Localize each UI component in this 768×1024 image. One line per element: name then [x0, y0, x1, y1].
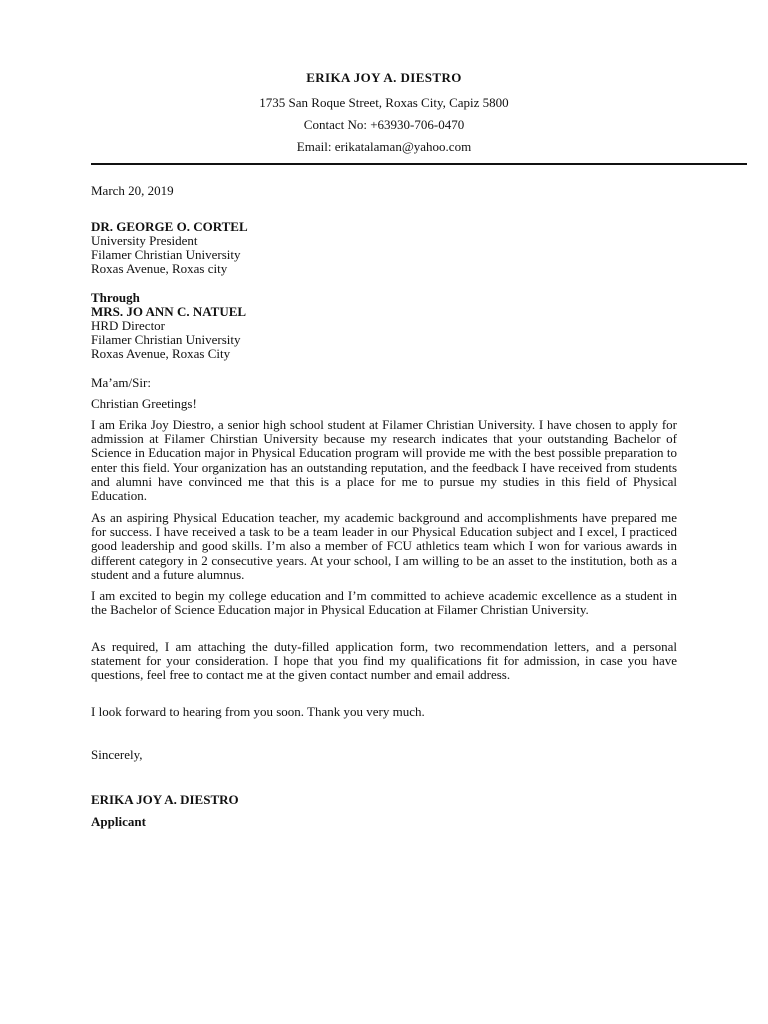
paragraph-text: As an aspiring Physical Education teacher, my academic background and accomplishments have prepared me for success. I have received a task to be a team leader in our Physical Education subject and I excel, I practiced good leadership and good skills. I’m also a member of FCU athletics team which I won for various awards in different category in 2 consecutive years. At your school, I am willing to be an asset to the institution, both as a student and a future alumnus. — [91, 510, 677, 582]
body-paragraph-2 — [91, 511, 677, 582]
signature-name-text: ERIKA JOY A. DIESTRO — [91, 792, 239, 807]
paragraph-text: I look forward to hearing from you soon. Thank you very much. — [91, 704, 425, 719]
through-name: MRS. JO ANN C. NATUEL — [91, 304, 247, 319]
body-paragraph-5 — [91, 705, 677, 719]
through-title: HRD Director — [91, 318, 166, 333]
signature-name — [91, 793, 677, 807]
sender-email: Email: erikatalaman@yahoo.com — [296, 139, 472, 154]
date-text: March 20, 2019 — [91, 183, 174, 198]
salutation-text: Ma’am/Sir: — [91, 375, 151, 390]
through-block — [91, 291, 677, 361]
greeting-text: Christian Greetings! — [91, 396, 197, 411]
through-address: Roxas Avenue, Roxas City — [91, 346, 231, 361]
paragraph-text: I am Erika Joy Diestro, a senior high school student at Filamer Christian University. I have chosen to apply for admission at Filamer Chirstian University because my research indicates that your outstanding Bachelor of Science in Education major in Physical Education program will provide me with the best possible preparation to enter this field. Your organization has an outstanding reputation, and the feedback I have received from students and alumni have convinced me that this is a place for me to pursue my studies in this field of Physical Education. — [91, 417, 677, 504]
recipient-title: University President — [91, 233, 198, 248]
through-org: Filamer Christian University — [91, 332, 241, 347]
recipient-org: Filamer Christian University — [91, 247, 241, 262]
sender-contact: Contact No: +63930-706-0470 — [303, 117, 465, 132]
through-label: Through — [91, 290, 140, 305]
letter-date — [91, 184, 677, 198]
signature-title — [91, 815, 677, 829]
signature-title-text: Applicant — [91, 814, 146, 829]
paragraph-text: As required, I am attaching the duty-filled application form, two recommendation letters, and a personal statement for your consideration. I hope that you find my qualifications fit for admission, in case you have questions, feel free to contact me at the given contact number and email address. — [91, 639, 677, 683]
greeting — [91, 397, 677, 411]
closing — [91, 748, 677, 762]
paragraph-text: I am excited to begin my college education and I’m committed to achieve academic excellence as a student in the Bachelor of Science Education major in Physical Education at Filamer Christian University. — [91, 588, 677, 618]
salutation — [91, 376, 677, 390]
recipient-block — [91, 220, 677, 276]
letterhead-divider — [91, 163, 747, 165]
body-paragraph-1 — [91, 418, 677, 503]
body-paragraph-4 — [91, 640, 677, 683]
sender-name: ERIKA JOY A. DIESTRO — [306, 70, 462, 85]
recipient-name: DR. GEORGE O. CORTEL — [91, 219, 248, 234]
closing-text: Sincerely, — [91, 747, 143, 762]
body-paragraph-3 — [91, 589, 677, 617]
recipient-address: Roxas Avenue, Roxas city — [91, 261, 228, 276]
sender-address: 1735 San Roque Street, Roxas City, Capiz 5800 — [259, 95, 509, 110]
